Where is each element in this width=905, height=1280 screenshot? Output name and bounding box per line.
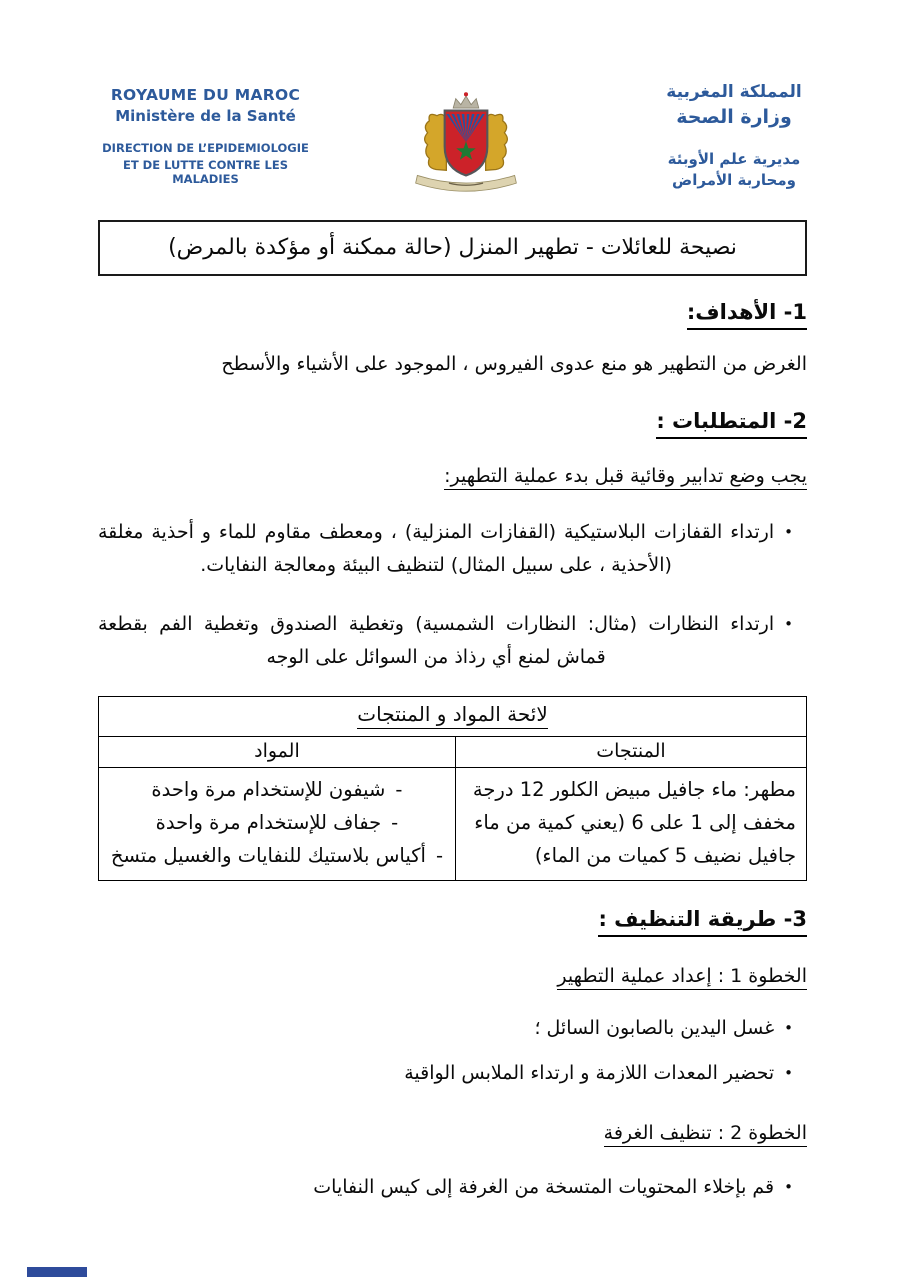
letterhead-french xyxy=(88,80,323,186)
step-2-label: الخطوة 2 : تنظيف الغرفة xyxy=(98,1122,807,1147)
section-2-intro: يجب وضع تدابير وقائية قبل بدء عملية التطهير: xyxy=(98,465,807,490)
section-1-heading: 1- الأهداف: xyxy=(98,300,807,330)
products-cell: مطهر: ماء جافيل مبيض الكلور 12 درجة مخفف إلى 1 على 6 (يعني كمية من ماء جافيل نضيف 5 كميات من الماء) xyxy=(455,767,806,880)
dash-icon: - xyxy=(435,843,443,867)
direction-epidemiologie-label: DIRECTION DE L’EPIDEMIOLOGIE xyxy=(102,141,309,155)
ministere-sante-label: Ministère de la Santé xyxy=(115,107,296,125)
royaume-du-maroc-label: ROYAUME DU MAROC xyxy=(110,86,301,104)
materials-cell xyxy=(99,767,456,880)
letterhead-arabic xyxy=(609,80,859,189)
material-item-3: -أكياس بلاستيك للنفايات والغسيل متسخ xyxy=(110,843,443,867)
material-item-2: -جفاف للإستخدام مرة واحدة xyxy=(155,810,399,834)
bullet-icon: • xyxy=(784,1018,793,1037)
bullet-icon: • xyxy=(784,522,793,541)
letterhead xyxy=(0,0,905,204)
table-caption-row xyxy=(99,696,807,736)
footer-blue-bar xyxy=(27,1267,87,1277)
material-item-1: -شيفون للإستخدام مرة واحدة xyxy=(151,777,403,801)
column-header-materials: المواد xyxy=(99,736,456,767)
dash-icon: - xyxy=(395,777,403,801)
section-2-heading: 2- المتطلبات : xyxy=(98,409,807,439)
document-title-box xyxy=(98,220,807,276)
bullet-icon: • xyxy=(784,614,793,633)
section-1-body: الغرض من التطهير هو منع عدوى الفيروس ، الموجود على الأشياء والأسطح xyxy=(221,352,807,375)
table-caption: لائحة المواد و المنتجات xyxy=(99,696,807,736)
epidemiology-directorate-label: مديرية علم الأوبئة xyxy=(667,150,801,168)
lutte-maladies-label: ET DE LUTTE CONTRE LES MALADIES xyxy=(122,158,289,186)
materials-products-table xyxy=(98,696,807,881)
column-header-products: المنتجات xyxy=(455,736,806,767)
table-header-row xyxy=(99,736,807,767)
requirement-bullet-1: • ارتداء القفازات البلاستيكية (القفازات المنزلية) ، ومعطف مقاوم للماء و أحذية مغلقة (الأحذية ، على سبيل المثال) لتنظيف البيئة ومعالجة النفايات. xyxy=(98,516,807,582)
disease-control-label: ومحاربة الأمراض xyxy=(672,171,796,189)
requirement-bullet-2: • ارتداء النظارات (مثال: النظارات الشمسية) وتغطية الصندوق وتغطية الفم بقطعة قماش لمنع أي رذاذ من السوائل على الوجه xyxy=(98,608,807,674)
bullet-icon: • xyxy=(784,1063,793,1082)
table-body-row xyxy=(99,767,807,880)
step-1-label: الخطوة 1 : إعداد عملية التطهير xyxy=(98,965,807,990)
document-title: نصيحة للعائلات - تطهير المنزل (حالة ممكنة أو مؤكدة بالمرض) xyxy=(168,235,737,260)
step-1-bullet-2: • تحضير المعدات اللازمة و ارتداء الملابس الواقية xyxy=(98,1057,807,1090)
kingdom-of-morocco-label: المملكة المغربية xyxy=(666,82,802,102)
ministry-of-health-label: وزارة الصحة xyxy=(676,106,792,128)
step-1-bullet-1: • غسل اليدين بالصابون السائل ؛ xyxy=(98,1012,807,1045)
step-2-bullet-1: • قم بإخلاء المحتويات المتسخة من الغرفة إلى كيس النفايات xyxy=(98,1171,807,1204)
dash-icon: - xyxy=(391,810,399,834)
section-3-heading: 3- طريقة التنظيف : xyxy=(98,907,807,937)
bullet-icon: • xyxy=(784,1177,793,1196)
morocco-coat-of-arms-icon xyxy=(402,82,530,204)
